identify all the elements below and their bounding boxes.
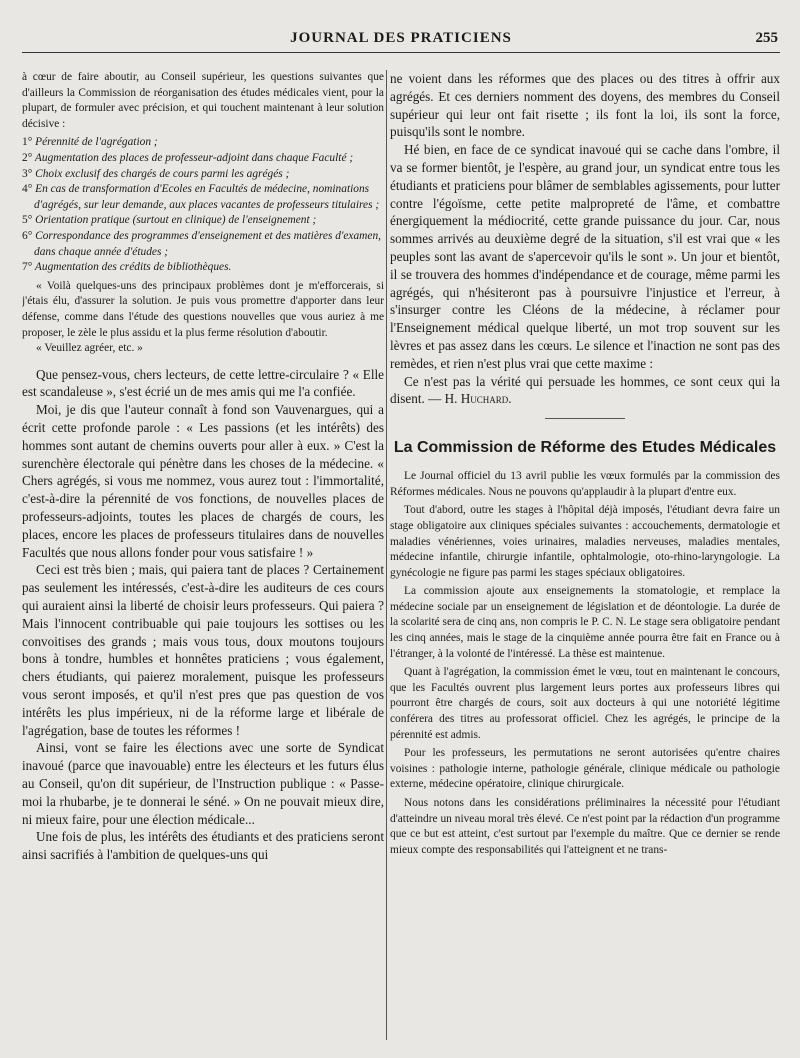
list-item: [22, 213, 384, 229]
column-divider: [386, 70, 387, 1040]
list-item: [22, 151, 384, 167]
list-item: [22, 182, 384, 213]
closing-quote: [390, 373, 780, 409]
body-paragraph: Ceci est très bien ; mais, qui paiera tant de places ? Certainement pas seulement les intéressés, c'est-à-dire les auditeurs de ces cours qui auraient ainsi la liberté de choisir leurs professeurs. Qui paiera ? Mais l'innocent contribuable qui paie toujours les sottises ou les convoitises des grands ; mais vous tous, doux moutons toujours bons à tondre, humbles et honnêtes praticiens ; vous également, chers étudiants, qui paierez moralement, puisque les professeurs vous seront imposés, et qu'il n'est pres que pas question de vos intérêts les plus impérieux, ni de la réforme large et libérale de l'agrégation, base de toutes les réformes !: [22, 562, 384, 738]
right-column: [390, 70, 780, 1045]
section-heading: La Commission de Réforme des Etudes Médicales: [393, 439, 777, 457]
item-text: Correspondance des programmes d'enseignement et des matières d'examen, dans chaque année d'études ;: [34, 229, 382, 258]
item-text: Pérennité de l'agrégation ;: [35, 136, 158, 149]
item-text: En cas de transformation d'Ecoles en Facultés de médecine, nominations d'agrégés, sur leur demande, aux places vacantes de professeurs titulaires ;: [34, 183, 380, 211]
section-paragraph: Nous notons dans les considérations préliminaires la nécessité pour l'étudiant d'atteindre un niveau moral très élevé. Ce n'est point par la rédaction d'un programme que ce but est atteint, c'est surtout par l'exemple du maître. Que ce dernier se rende mieux compte des responsabilités qui l'atteignent et ne trans-: [390, 797, 780, 856]
author-signature: H. Huchard.: [444, 391, 512, 407]
section-paragraph: Quant à l'agrégation, la commission émet le vœu, tout en maintenant le concours, que les Facultés ouvrent plus largement leurs portes aux professeurs libres qui pourront être chargés de cours, soit aux docteurs à qui une notoriété légitime conférera des titres au professorat officiel. Chez les agrégés, le principe de la pérennité est admis.: [390, 666, 780, 741]
item-text: Orientation pratique (surtout en clinique) de l'enseignement ;: [35, 214, 317, 227]
item-number: 5°: [22, 214, 33, 227]
item-number: 1°: [22, 136, 33, 149]
item-number: 3°: [22, 167, 33, 180]
header-rule: [22, 52, 780, 53]
page-number: 255: [755, 30, 778, 46]
body-paragraph: Une fois de plus, les intérêts des étudiants et des praticiens seront ainsi sacrifiés à l'ambition de quelques-uns qui: [22, 829, 384, 863]
commentary: [22, 366, 384, 864]
letter-paragraph: « Voilà quelques-uns des principaux problèmes dont je m'efforcerais, si j'étais élu, d'assurer la solution. Je puis vous promettre d'apporter dans leur défense, comme dans l'étude des questions nouvelles que vous auriez à me proposer, le zèle le plus assidu et la plus ferme résolution d'aboutir.: [22, 279, 384, 339]
section-paragraph: La commission ajoute aux enseignements la stomatologie, et remplace la médecine sociale par un enseignement de législation et de déontologie. La durée de la scolarité sera de cinq ans, non compris le P. C. N. Le stage sera obligatoire pendant les cinq années, mais le stage de la cinquième année pourra être fait en France ou à l'étranger, à la volonté de l'intéressé. La thèse est maintenue.: [390, 585, 780, 660]
item-text: Choix exclusif des chargés de cours parmi les agrégés ;: [35, 167, 290, 180]
list-item: [22, 260, 384, 276]
item-number: 4°: [22, 183, 33, 196]
body-paragraph: Que pensez-vous, chers lecteurs, de cette lettre-circulaire ? « Elle est scandaleuse », s'est écrié un de mes amis qui me l'a confiée.: [22, 366, 384, 400]
item-number: 6°: [22, 229, 33, 242]
section-paragraph: Tout d'abord, outre les stages à l'hôpital déjà imposés, l'étudiant devra faire un stage obligatoire aux cliniques spéciales suivantes : accouchements, dermatologie et maladies vénériennes, voies urinaires, maladies nerveuses, maladies mentales, médecine infantile, chirurgie infantile, ophtalmologie, oto-rhino-laryngologie. La gynécologie ne figure pas parmi les stages spéciaux obligatoires.: [390, 504, 780, 579]
journal-title: JOURNAL DES PRATICIENS: [290, 30, 512, 46]
body-paragraph: Hé bien, en face de ce syndicat inavoué qui se cache dans l'ombre, il va se former bientôt, je l'espère, au grand jour, un syndicat entre tous les étudiants et praticiens pour blâmer de semblables agissements, pour lutter contre l'égoïsme, cette petite malpropreté de l'âme, et combattre énergiquement la médiocrité, cette grande puissance du jour. Car, nous sommes arrivés au deuxième degré de la situation, s'il est vrai que « les peuples sont las avant de s'apercevoir qu'ils le sont ». Un jour et bientôt, il se trouvera des hommes d'indépendance et de courage, même parmi les agrégés, qui n'hésiteront pas à poursuivre l'injustice et l'erreur, à s'insurger contre les Cléons de la médecine, à réclamer pour l'Enseignement médical quelque liberté, un mot trop souvent sur les lèvres et pas assez dans les cœurs. Le silence et l'inaction ne sont pas des remèdes, et rien n'est plus vrai que cette maxime :: [390, 142, 780, 371]
item-text: Augmentation des places de professeur-adjoint dans chaque Faculté ;: [34, 151, 354, 164]
section-divider: [545, 418, 625, 419]
list-item: [22, 229, 384, 260]
intro-paragraph: à cœur de faire aboutir, au Conseil supérieur, les questions suivantes que d'ailleurs la Commission de réorganisation des études médicales vient, pour la plupart, de formuler avec précision, et qui touchent maintenant à leur solution décisive :: [22, 71, 384, 130]
item-number: 2°: [22, 151, 33, 164]
section-paragraph: Le Journal officiel du 13 avril publie les vœux formulés par la commission des Réformes médicales. Nous ne pouvons qu'applaudir à la plupart d'entre eux.: [390, 470, 780, 498]
letter-closing: « Veuillez agréer, etc. »: [36, 342, 143, 355]
body-paragraph: ne voient dans les réformes que des places ou des titres à offrir aux agrégés. Et ces derniers nomment des doyens, des membres du Conseil supérieur qui leur ont fait risette ; ils font la loi, ils sont la force, puisqu'ils sont le nombre.: [390, 71, 780, 140]
page-header: [22, 28, 780, 50]
list-item: [22, 167, 384, 183]
item-number: 7°: [22, 261, 33, 274]
list-item: [22, 135, 384, 151]
item-text: Augmentation des crédits de bibliothèques.: [34, 261, 232, 274]
section-paragraph: Pour les professeurs, les permutations ne seront autorisées qu'entre chaires voisines : pathologie interne, pathologie générale, clinique médicale ou pathologie externe, médecine opératoire, clinique chirurgicale.: [390, 747, 780, 791]
body-paragraph: Ainsi, vont se faire les élections avec une sorte de Syndicat inavoué (parce que inavouable) entre les électeurs et les futurs élus au Conseil, qu'on dit supérieur, de l'Instruction publique : « Passe-moi la rhubarbe, je te donnerai le séné. » On ne pouvait mieux dire, ni mieux faire, pour une élection médicale...: [22, 740, 384, 827]
body-paragraph: Moi, je dis que l'auteur connaît à fond son Vauvenargues, qui a écrit cette profonde parole : « Les passions (et les intérêts) des hommes sont autant de chemins ouverts pour aller à eux. » C'est la surenchère électorale qui pénètre dans les choses de la médecine. « Chers agrégés, si vous me nommez, vous aurez tout : l'immortalité, c'est-à-dire la pérennité de vos fonctions, de nouvelles places de professeurs-adjoints, toutes les places de chargés de cours, les places, encore les places de professeurs titulaires dans de nouvelles Facultés que nous allons fonder pour vous satisfaire ! »: [22, 402, 384, 560]
demands-list: [22, 135, 384, 275]
left-column: [22, 70, 384, 1045]
quote-text: Ce n'est pas la vérité qui persuade les hommes, ce sont ceux qui la disent. —: [390, 373, 780, 407]
